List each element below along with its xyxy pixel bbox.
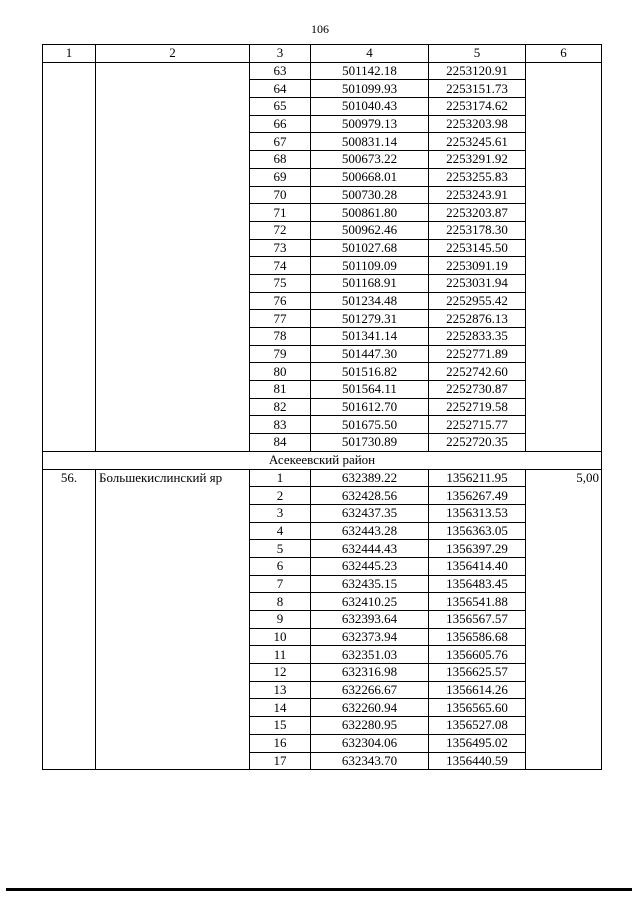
coord-y: 2253031.94 [429, 274, 526, 292]
coord-y: 2253151.73 [429, 80, 526, 98]
point-number: 69 [250, 168, 311, 186]
coord-x: 632410.25 [311, 593, 429, 611]
object-number: 56. [43, 469, 96, 770]
point-number: 75 [250, 274, 311, 292]
point-number: 67 [250, 133, 311, 151]
point-number: 6 [250, 557, 311, 575]
coord-x: 632280.95 [311, 717, 429, 735]
coord-x: 632304.06 [311, 734, 429, 752]
object-area: 5,00 [526, 469, 602, 770]
section-row [43, 451, 602, 469]
point-number: 72 [250, 221, 311, 239]
header-col-3: 3 [250, 45, 311, 63]
point-number: 82 [250, 398, 311, 416]
coord-x: 501730.89 [311, 434, 429, 452]
point-number: 14 [250, 699, 311, 717]
point-number: 7 [250, 575, 311, 593]
coord-y: 1356267.49 [429, 487, 526, 505]
point-number: 76 [250, 292, 311, 310]
header-col-4: 4 [311, 45, 429, 63]
coord-x: 632428.56 [311, 487, 429, 505]
coord-y: 1356313.53 [429, 504, 526, 522]
point-number: 68 [250, 151, 311, 169]
object-name-cell [96, 62, 250, 451]
point-number: 63 [250, 62, 311, 80]
area-cell [526, 62, 602, 451]
point-number: 1 [250, 469, 311, 487]
coord-y: 2253255.83 [429, 168, 526, 186]
header-col-5: 5 [429, 45, 526, 63]
coord-x: 500861.80 [311, 204, 429, 222]
coord-y: 1356567.57 [429, 611, 526, 629]
point-number: 66 [250, 115, 311, 133]
point-number: 16 [250, 734, 311, 752]
coord-y: 2252742.60 [429, 363, 526, 381]
coord-y: 1356614.26 [429, 681, 526, 699]
point-number: 15 [250, 717, 311, 735]
page-number: 106 [311, 22, 329, 36]
point-number: 5 [250, 540, 311, 558]
coord-y: 1356483.45 [429, 575, 526, 593]
coord-x: 500673.22 [311, 151, 429, 169]
table-row [43, 469, 602, 487]
coord-x: 632437.35 [311, 504, 429, 522]
point-number: 17 [250, 752, 311, 770]
coord-x: 500979.13 [311, 115, 429, 133]
coord-x: 632343.70 [311, 752, 429, 770]
coord-x: 632389.22 [311, 469, 429, 487]
coord-x: 501027.68 [311, 239, 429, 257]
coord-x: 632444.43 [311, 540, 429, 558]
coord-x: 501040.43 [311, 98, 429, 116]
coord-x: 501675.50 [311, 416, 429, 434]
coord-y: 2252955.42 [429, 292, 526, 310]
coord-x: 500730.28 [311, 186, 429, 204]
coord-y: 2253178.30 [429, 221, 526, 239]
header-col-6: 6 [526, 45, 602, 63]
coord-x: 501516.82 [311, 363, 429, 381]
coord-y: 2253120.91 [429, 62, 526, 80]
section-title: Асекеевский район [43, 451, 602, 469]
coord-y: 2252876.13 [429, 310, 526, 328]
coord-x: 632445.23 [311, 557, 429, 575]
coord-y: 2253203.98 [429, 115, 526, 133]
coord-y: 2252715.77 [429, 416, 526, 434]
coord-x: 500962.46 [311, 221, 429, 239]
coord-x: 632435.15 [311, 575, 429, 593]
point-number: 74 [250, 257, 311, 275]
point-number: 9 [250, 611, 311, 629]
coord-y: 1356625.57 [429, 664, 526, 682]
point-number: 65 [250, 98, 311, 116]
coord-x: 501564.11 [311, 381, 429, 399]
coord-x: 500831.14 [311, 133, 429, 151]
point-number: 11 [250, 646, 311, 664]
point-number: 79 [250, 345, 311, 363]
coord-y: 1356397.29 [429, 540, 526, 558]
point-number: 4 [250, 522, 311, 540]
coord-y: 2252833.35 [429, 328, 526, 346]
coord-y: 1356414.40 [429, 557, 526, 575]
coord-x: 501234.48 [311, 292, 429, 310]
table-row [43, 62, 602, 80]
coord-y: 1356586.68 [429, 628, 526, 646]
point-number: 2 [250, 487, 311, 505]
coord-y: 1356440.59 [429, 752, 526, 770]
coord-x: 501341.14 [311, 328, 429, 346]
point-number: 13 [250, 681, 311, 699]
header-col-2: 2 [96, 45, 250, 63]
point-number: 70 [250, 186, 311, 204]
coord-y: 1356527.08 [429, 717, 526, 735]
point-number: 83 [250, 416, 311, 434]
point-number: 12 [250, 664, 311, 682]
point-number: 3 [250, 504, 311, 522]
point-number: 81 [250, 381, 311, 399]
coord-x: 501168.91 [311, 274, 429, 292]
point-number: 84 [250, 434, 311, 452]
coord-y: 2253243.91 [429, 186, 526, 204]
coord-y: 2252771.89 [429, 345, 526, 363]
coord-y: 2253203.87 [429, 204, 526, 222]
point-number: 71 [250, 204, 311, 222]
coord-x: 501099.93 [311, 80, 429, 98]
coord-y: 2252730.87 [429, 381, 526, 399]
coord-y: 2253245.61 [429, 133, 526, 151]
coord-y: 1356363.05 [429, 522, 526, 540]
coord-x: 632393.64 [311, 611, 429, 629]
coord-y: 2253291.92 [429, 151, 526, 169]
coord-x: 632266.67 [311, 681, 429, 699]
coord-x: 501142.18 [311, 62, 429, 80]
point-number: 80 [250, 363, 311, 381]
coord-y: 1356541.88 [429, 593, 526, 611]
point-number: 10 [250, 628, 311, 646]
header-col-1: 1 [43, 45, 96, 63]
object-number-cell [43, 62, 96, 451]
point-number: 73 [250, 239, 311, 257]
coord-y: 2252720.35 [429, 434, 526, 452]
coord-x: 632443.28 [311, 522, 429, 540]
table-body [43, 62, 602, 770]
coord-y: 2252719.58 [429, 398, 526, 416]
coord-x: 501109.09 [311, 257, 429, 275]
coord-y: 2253174.62 [429, 98, 526, 116]
coord-x: 632316.98 [311, 664, 429, 682]
coord-x: 632373.94 [311, 628, 429, 646]
coord-y: 1356211.95 [429, 469, 526, 487]
coord-y: 1356605.76 [429, 646, 526, 664]
point-number: 8 [250, 593, 311, 611]
point-number: 77 [250, 310, 311, 328]
point-number: 64 [250, 80, 311, 98]
footer-rule [6, 888, 632, 891]
coordinates-table [42, 44, 602, 770]
coord-y: 1356495.02 [429, 734, 526, 752]
point-number: 78 [250, 328, 311, 346]
coord-y: 1356565.60 [429, 699, 526, 717]
coord-x: 501279.31 [311, 310, 429, 328]
coord-x: 632260.94 [311, 699, 429, 717]
object-name: Большекислинский яр [96, 469, 250, 770]
coord-y: 2253091.19 [429, 257, 526, 275]
coord-x: 501612.70 [311, 398, 429, 416]
coord-x: 632351.03 [311, 646, 429, 664]
coord-x: 500668.01 [311, 168, 429, 186]
header-row [43, 45, 602, 63]
coord-y: 2253145.50 [429, 239, 526, 257]
coord-x: 501447.30 [311, 345, 429, 363]
